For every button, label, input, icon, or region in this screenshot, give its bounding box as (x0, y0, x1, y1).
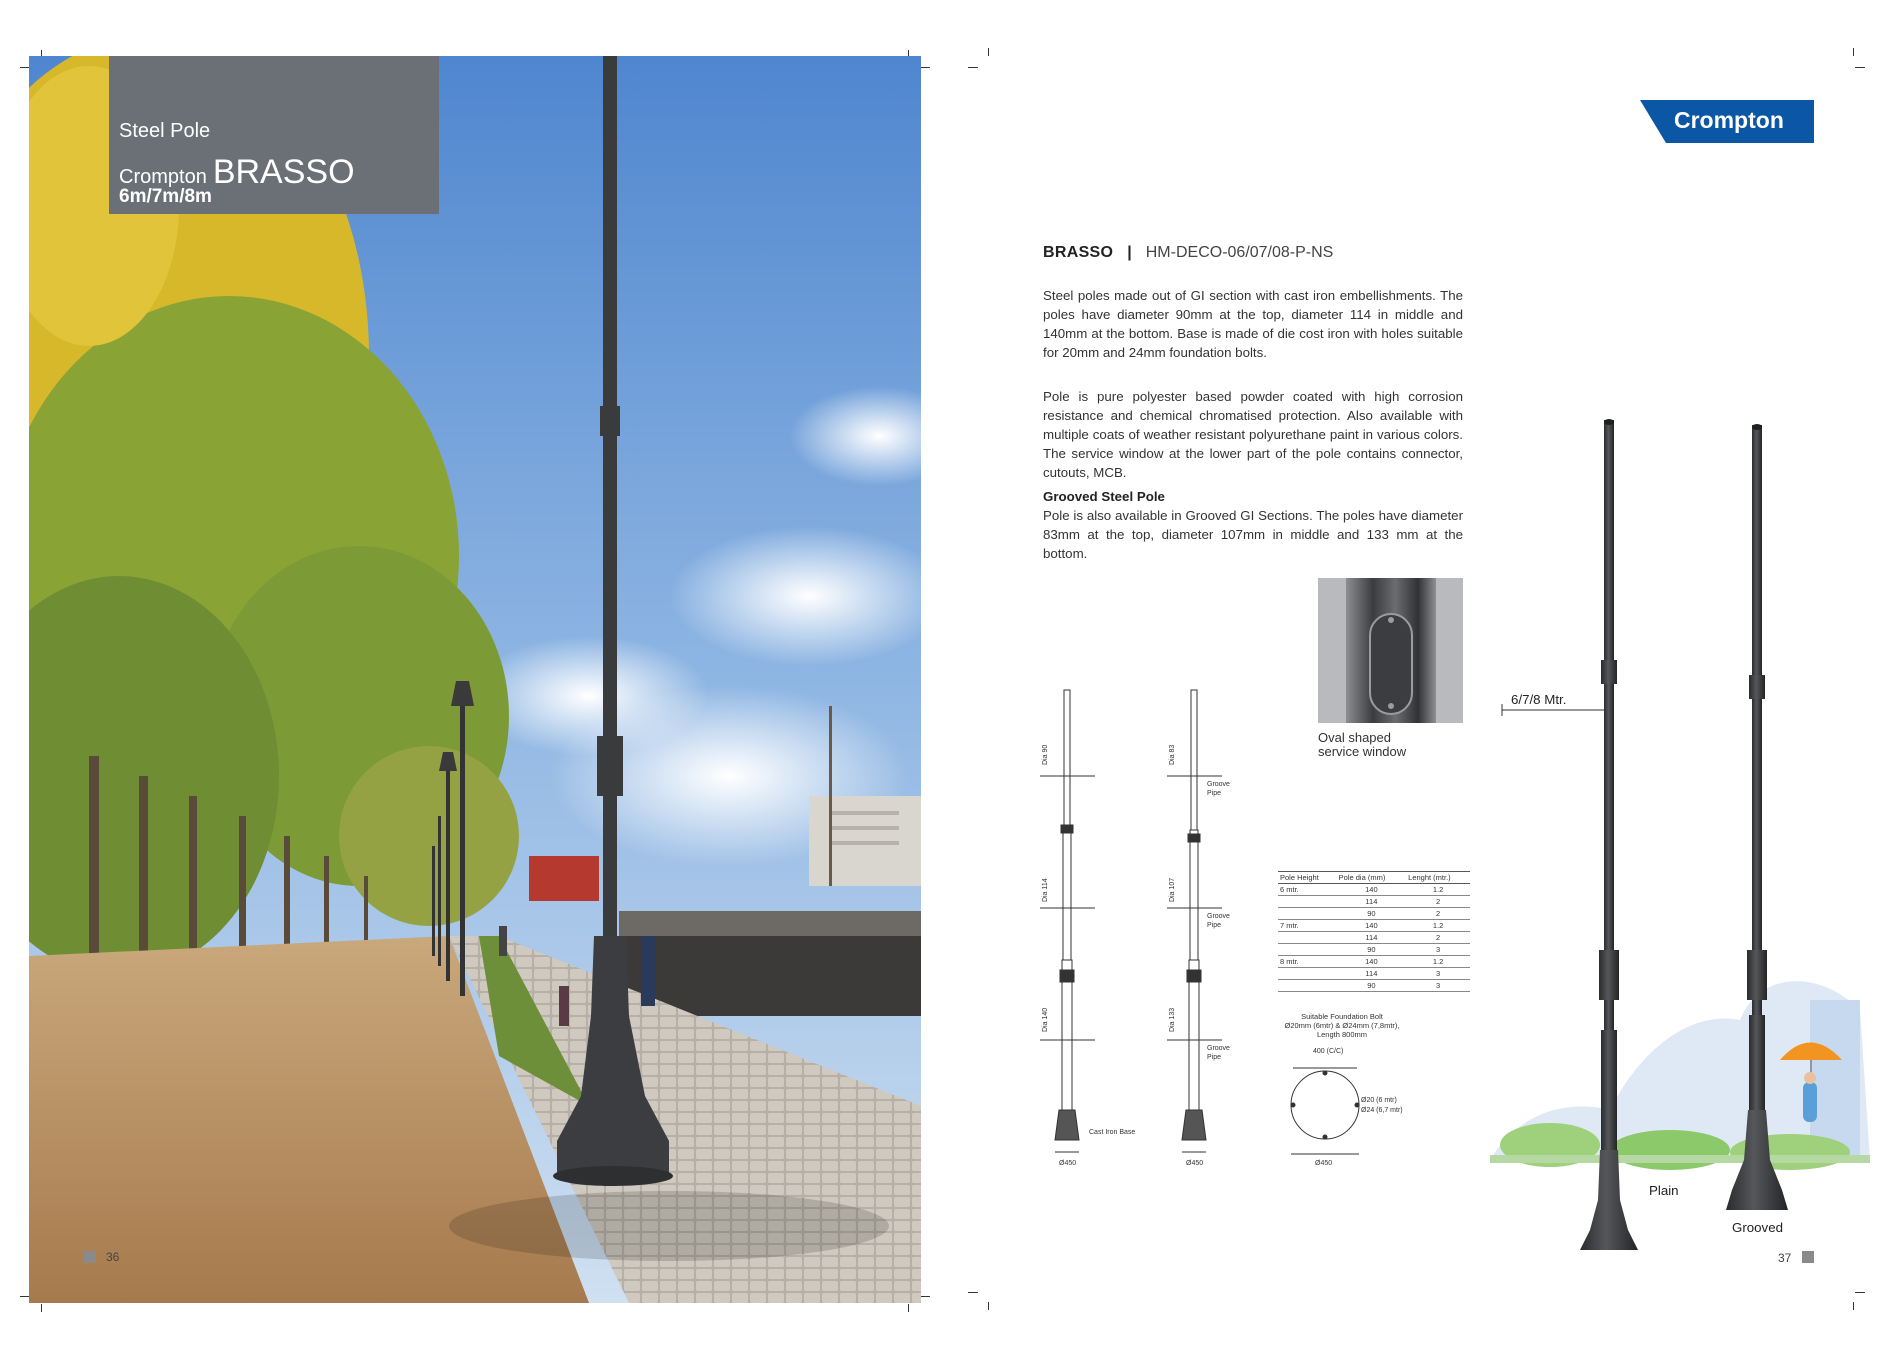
table-row (1278, 968, 1470, 980)
dia-label-grooved-top: Dia 83 (1169, 744, 1176, 765)
brand-name: Crompton (119, 166, 207, 188)
crop-mark (920, 1296, 930, 1297)
groove-label: Pipe (1207, 922, 1222, 929)
table-cell: 2 (1406, 896, 1470, 908)
table-cell: 8 mtr. (1278, 956, 1337, 968)
table-cell (1278, 944, 1337, 956)
table-row (1278, 932, 1470, 944)
table-cell: 114 (1337, 896, 1407, 908)
model-name: BRASSO (212, 153, 355, 191)
crop-mark (1855, 1292, 1865, 1293)
table-cell: 140 (1337, 884, 1407, 896)
grooved-paragraph: Pole is also available in Grooved GI Sections. The poles have diameter 83mm at the top, diameter 107mm in middle and 133 mm at the bottom. (1043, 508, 1463, 561)
table-cell: 6 mtr. (1278, 884, 1337, 896)
table-cell (1278, 968, 1337, 980)
table-header-row (1278, 872, 1470, 884)
table-cell (1278, 932, 1337, 944)
grooved-label: Grooved (1732, 1220, 1783, 1235)
title-box (109, 56, 439, 214)
plain-label: Plain (1649, 1183, 1679, 1198)
table-cell: 1.2 (1406, 956, 1470, 968)
heading-separator: | (1127, 244, 1132, 261)
groove-label: Pipe (1207, 1054, 1222, 1061)
product-sizes: 6m/7m/8m (119, 186, 212, 207)
foundation-line: Suitable Foundation Bolt (1301, 1012, 1383, 1021)
crop-mark (968, 67, 978, 68)
table-cell: 2 (1406, 932, 1470, 944)
table-cell (1278, 896, 1337, 908)
foundation-width: Ø450 (1315, 1160, 1333, 1167)
page-marker (1802, 1251, 1814, 1263)
caption-line: service window (1318, 744, 1407, 759)
heading-model: BRASSO (1043, 244, 1114, 261)
logo-text: Crompton (1674, 107, 1784, 133)
base-width-plain: Ø450 (1059, 1160, 1077, 1167)
bolt-label: Ø20 (6 mtr) (1361, 1097, 1397, 1104)
base-label: Cast Iron Base (1089, 1129, 1136, 1136)
crop-mark (1855, 67, 1865, 68)
table-cell: 90 (1337, 980, 1407, 992)
table-cell: 2 (1406, 908, 1470, 920)
table-cell: 3 (1406, 968, 1470, 980)
page-marker (84, 1251, 96, 1263)
table-header: Pole dia (mm) (1337, 872, 1407, 884)
coating-paragraph: Pole is pure polyester based powder coated with high corrosion resistance and chemical chromatised protection. Also available with multiple coats of weather resistant polyurethane paint in various colors. The service window at the lower part of the pole contains connector, cutouts, MCB. (1043, 389, 1463, 480)
park-pole-photo (29, 56, 921, 1303)
crop-mark (1853, 48, 1854, 56)
table-cell: 1.2 (1406, 884, 1470, 896)
groove-label: Pipe (1207, 790, 1222, 797)
groove-label: Groove (1207, 913, 1230, 920)
grooved-heading: Grooved Steel Pole (1043, 489, 1165, 504)
table-row (1278, 956, 1470, 968)
table-cell: 114 (1337, 932, 1407, 944)
foundation-line: Ø20mm (6mtr) & Ø24mm (7,8mtr), (1284, 1021, 1400, 1030)
table-cell: 140 (1337, 920, 1407, 932)
product-category: Steel Pole (119, 120, 211, 142)
groove-label: Groove (1207, 1045, 1230, 1052)
table-header: Lenght (mtr.) (1406, 872, 1470, 884)
groove-label: Groove (1207, 781, 1230, 788)
product-heading (1043, 244, 1333, 262)
table-cell (1278, 908, 1337, 920)
crompton-logo (1640, 100, 1814, 143)
table-cell: 3 (1406, 944, 1470, 956)
table-row (1278, 896, 1470, 908)
table-row (1278, 980, 1470, 992)
dia-label-plain-bottom: Dia 140 (1042, 1007, 1049, 1032)
dia-label-grooved-mid: Dia 107 (1169, 877, 1176, 902)
pole-renders (1490, 410, 1870, 1260)
crop-mark (1853, 1302, 1854, 1310)
pole-spec-table (1278, 871, 1470, 992)
table-header: Pole Height (1278, 872, 1337, 884)
crop-mark (41, 1304, 42, 1312)
dia-label-plain-mid: Dia 114 (1042, 878, 1049, 902)
foundation-note (1262, 1012, 1422, 1039)
crop-mark (920, 67, 930, 68)
table-row (1278, 908, 1470, 920)
heading-code: HM-DECO-06/07/08-P-NS (1145, 244, 1334, 261)
table-cell: 7 mtr. (1278, 920, 1337, 932)
table-row (1278, 944, 1470, 956)
table-cell (1278, 980, 1337, 992)
caption-line: Oval shaped (1318, 730, 1391, 745)
dia-label-plain-top: Dia 90 (1042, 744, 1049, 765)
foundation-line: Length 800mm (1316, 1030, 1368, 1039)
crop-mark (968, 1292, 978, 1293)
table-row (1278, 920, 1470, 932)
base-width-grooved: Ø450 (1186, 1160, 1204, 1167)
page-number-right: 37 (1778, 1251, 1792, 1265)
description-paragraph: Steel poles made out of GI section with cast iron embellishments. The poles have diameter 90mm at the top, diameter 114 in middle and 140mm at the bottom. Base is made of die cost iron with holes suitable for 20mm and 24mm foundation bolts. (1043, 288, 1463, 360)
bolt-spacing: 400 (C/C) (1313, 1048, 1344, 1055)
table-cell: 90 (1337, 944, 1407, 956)
crop-mark (988, 48, 989, 56)
table-cell: 1.2 (1406, 920, 1470, 932)
table-cell: 90 (1337, 908, 1407, 920)
page-number-left: 36 (106, 1250, 120, 1264)
height-label: 6/7/8 Mtr. (1511, 692, 1567, 707)
crop-mark (908, 1304, 909, 1312)
table-cell: 140 (1337, 956, 1407, 968)
table-row (1278, 884, 1470, 896)
crop-mark (988, 1302, 989, 1310)
dia-label-grooved-bottom: Dia 133 (1169, 1007, 1176, 1032)
table-cell: 3 (1406, 980, 1470, 992)
bolt-label: Ø24 (6,7 mtr) (1361, 1107, 1403, 1114)
table-cell: 114 (1337, 968, 1407, 980)
